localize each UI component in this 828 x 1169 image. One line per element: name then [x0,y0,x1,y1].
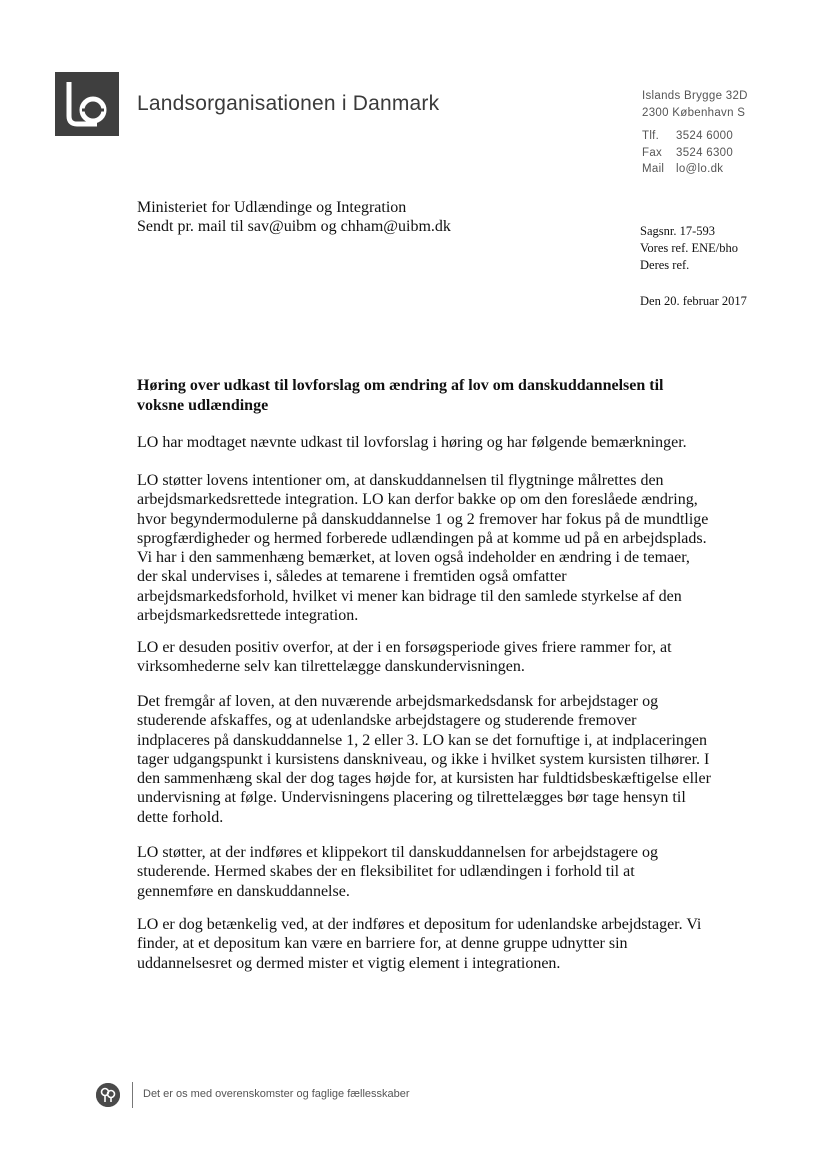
address-street: Islands Brygge 32D [642,90,748,102]
footer-tagline: Det er os med overenskomster og faglige fællesskaber [143,1088,410,1100]
body-paragraph: Det fremgår af loven, at den nuværende arbejdsmarkedsdansk for arbejdstager og studerende afskaffes, og at udenlandske arbejdstagere og studerende fremover indplaceres på danskuddannelse 1, 2 eller 3. LO kan se det fornuftige i, at indplaceringen tager udgangspunkt i kursistens danskniveau, og ikke i hvilket system kursisten tilhører. I den sammenhæng skal der dog tages højde for, at kursisten har fuldtidsbeskæftigelse eller undervisning at følge. Undervisningens placering og tilrettelægges bør tage hensyn til dette forhold. [137,693,711,826]
your-reference: Deres ref. [640,258,690,272]
lo-logo-icon [55,72,119,136]
recipient-mail-line: Sendt pr. mail til sav@uibm og chham@uibm.dk [137,218,451,235]
body-paragraph: LO er desuden positiv overfor, at der i en forsøgsperiode gives friere rammer for, at virksomhederne selv kan tilrettelægge danskundervisningen. [137,639,672,676]
fax-line [642,147,733,159]
letter-subject: Høring over udkast til lovforslag om ændring af lov om danskuddannelsen til voksne udlændinge [137,377,664,414]
mail-label: Mail [642,163,665,175]
mail-address: lo@lo.dk [676,163,724,175]
mail-line [642,163,723,175]
body-paragraph: LO støtter, at der indføres et klippekort til danskuddannelsen for arbejdstagere og studerende. Hermed skabes der en fleksibilitet for udlændingen i forhold til at gennemføre en danskuddannelse. [137,844,658,900]
fax-number: 3524 6300 [676,147,734,159]
body-paragraph: LO har modtaget nævnte udkast til lovforslag i høring og har følgende bemærkninger. [137,434,687,451]
body-paragraph: LO er dog betænkelig ved, at der indføres et depositum for udenlandske arbejdstager. Vi finder, at et depositum kan være en barriere for, at denne gruppe udnytter sin uddannelsesret og dermed mister et vigtig element i integrationen. [137,916,702,972]
address-city: 2300 København S [642,107,746,119]
recipient-name: Ministeriet for Udlændinge og Integration [137,199,407,216]
footer-divider [132,1082,133,1108]
phone-line [642,130,733,142]
organisation-name: Landsorganisationen i Danmark [137,92,440,115]
body-paragraph: LO støtter lovens intentioner om, at danskuddannelsen til flygtninge målrettes den arbejdsmarkedsrettede integration. LO kan derfor bakke op om den foreslåede ændring, hvor begyndermodulerne på danskuddannelse 1 og 2 fremover har fokus på de mundtlige sprogfærdigheder og hermed forberede udlændingen på at komme ud på en arbejdsplads. Vi har i den sammenhæng bemærket, at loven også indeholder en ændring i de temaer, der skal undervises i, således at temarene i fremtiden også omfatter arbejdsmarkedsforhold, hvilket vi mener kan bidrage til den samlede styrkelse af den arbejdsmarkedsrettede integration. [137,472,709,625]
lo-logo [55,72,119,136]
phone-number: 3524 6000 [676,130,734,142]
footer-logo-icon [96,1083,120,1107]
case-number: Sagsnr. 17-593 [640,224,715,238]
letter-date: Den 20. februar 2017 [640,294,747,308]
our-reference: Vores ref. ENE/bho [640,241,739,255]
phone-label: Tlf. [642,130,660,142]
fax-label: Fax [642,147,663,159]
